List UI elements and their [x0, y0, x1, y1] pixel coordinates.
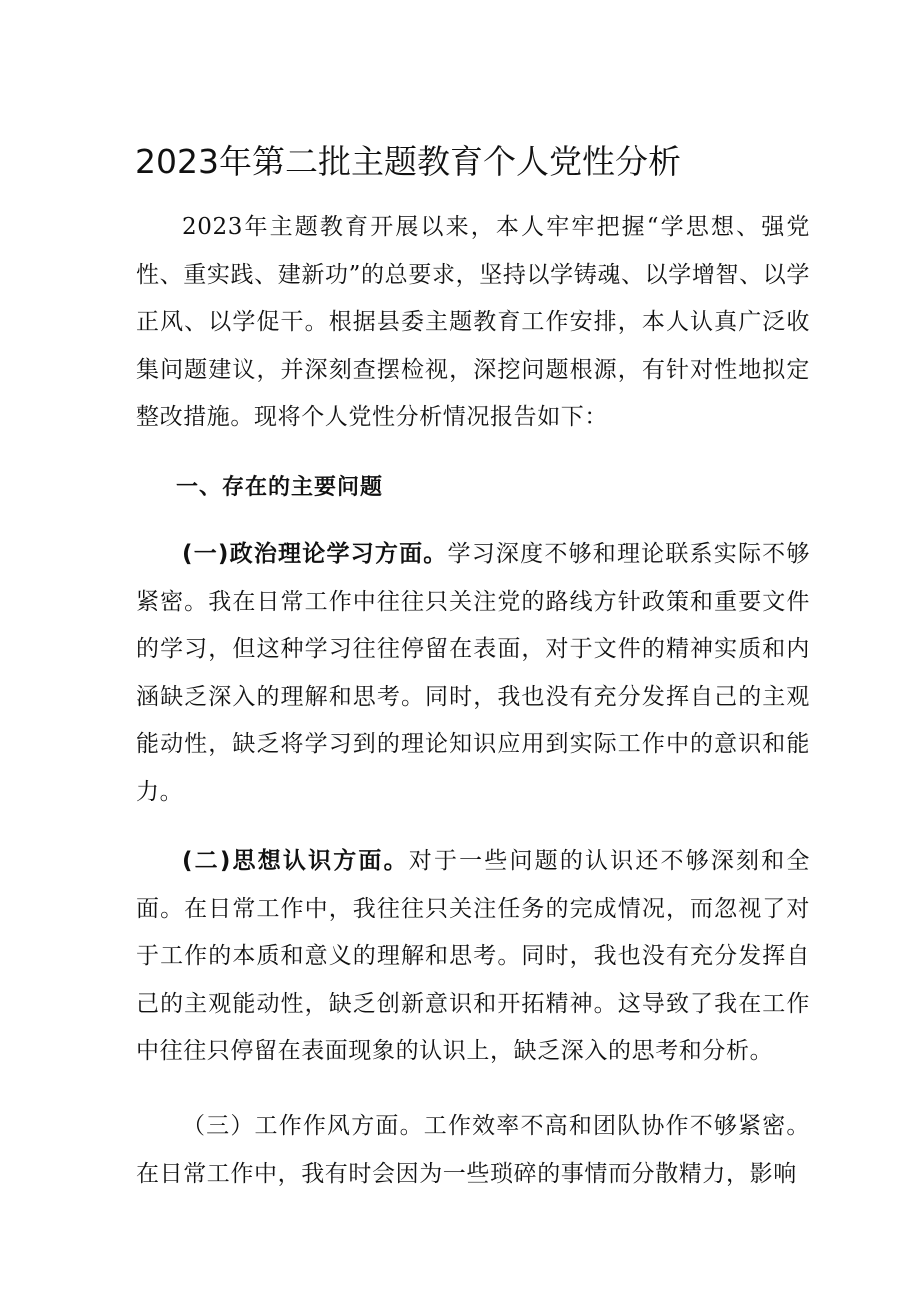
item-body-ideological: 对于一些问题的认识还不够深刻和全面。在日常工作中，我往往只关注任务的完成情况，而忽视了对于工作的本质和意义的理解和思考。同时，我也没有充分发挥自己的主观能动性，缺乏创新意识和开拓精神。这导致了我在工作中往往只停留在表面现象的认识上，缺乏深入的思考和分析。 — [136, 848, 810, 1064]
item-paragraph-ideological — [136, 838, 810, 1076]
item-lead-work-style: （三）工作作风方面。 — [182, 1113, 424, 1139]
item-paragraph-work-style — [136, 1103, 810, 1198]
section-heading: 一、存在的主要问题 — [176, 475, 384, 500]
item-body-work-style: 工作效率不高和团队协作不够紧密。在日常工作中，我有时会因为一些琐碎的事情而分散精力，影响 — [136, 1113, 810, 1187]
item-lead-ideological: (二)思想认识方面。 — [182, 848, 409, 874]
document-title: 2023年第二批主题教育个人党性分析 — [135, 142, 681, 181]
item-lead-political-theory: (一)政治理论学习方面。 — [182, 541, 448, 567]
intro-paragraph: 2023年主题教育开展以来，本人牢牢把握“学思想、强党性、重实践、建新功”的总要求，坚持以学铸魂、以学增智、以学正风、以学促干。根据县委主题教育工作安排，本人认真广泛收集问题建议，并深刻查摆检视，深挖问题根源，有针对性地拟定整改措施。现将个人党性分析情况报告如下： — [136, 214, 810, 430]
item-body-political-theory: 学习深度不够和理论联系实际不够紧密。我在日常工作中往往只关注党的路线方针政策和重要文件的学习，但这种学习往往停留在表面，对于文件的精神实质和内涵缺乏深入的理解和思考。同时，我也没有充分发挥自己的主观能动性，缺乏将学习到的理论知识应用到实际工作中的意识和能力。 — [136, 541, 810, 805]
item-paragraph-political-theory — [136, 531, 810, 816]
